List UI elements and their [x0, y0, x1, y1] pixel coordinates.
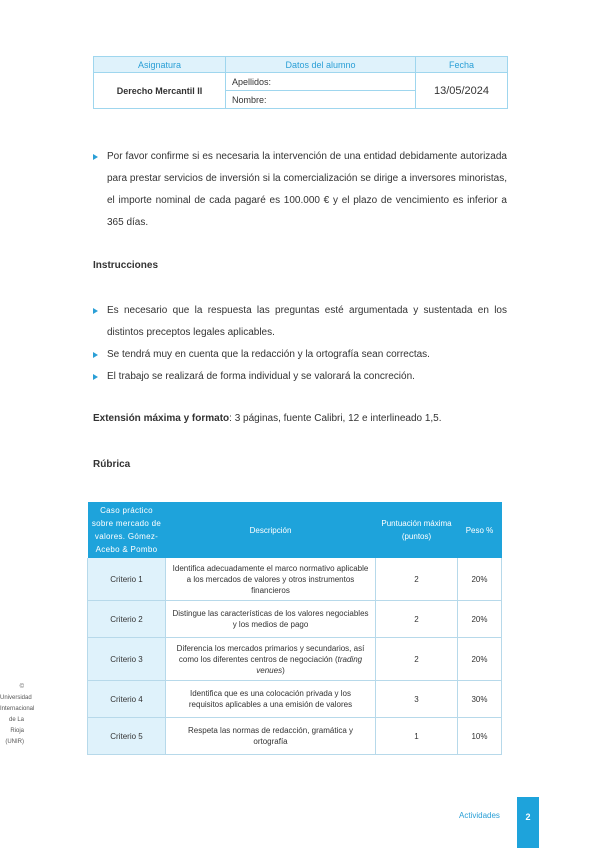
criterion-score: 2: [376, 601, 458, 638]
criterion-label: Criterio 5: [88, 718, 166, 755]
criterion-weight: 20%: [458, 601, 502, 638]
instruction-item: [93, 366, 507, 388]
criterion-description: Distingue las características de los valores negociables y los medios de pago: [166, 601, 376, 638]
criterion-score: 2: [376, 638, 458, 681]
criterion-label: Criterio 3: [88, 638, 166, 681]
criterion-weight: 30%: [458, 681, 502, 718]
extension-line: [93, 413, 442, 424]
table-row: [88, 638, 502, 681]
page-number: 2: [517, 797, 539, 848]
instruction-item: [93, 300, 507, 344]
criterion-description: Identifica que es una colocación privada y los requisitos aplicables a una emisión de valores: [166, 681, 376, 718]
header-col-subject: Asignatura: [94, 57, 226, 73]
criterion-description: Respeta las normas de redacción, gramática y ortografía: [166, 718, 376, 755]
table-row: [88, 718, 502, 755]
bullet-arrow-icon: [93, 154, 98, 160]
rubric-table: [87, 502, 501, 755]
criterion-weight: 20%: [458, 558, 502, 601]
date-value: 13/05/2024: [416, 73, 508, 109]
subject-value: Derecho Mercantil II: [94, 73, 226, 109]
copyright-sidebar: © Universidad Internacional de La Rioja (UNIR): [0, 684, 35, 745]
table-row: [88, 601, 502, 638]
instruction-text: Se tendrá muy en cuenta que la redacción y la ortografía sean correctas.: [107, 349, 430, 360]
criterion-label: Criterio 1: [88, 558, 166, 601]
criterion-weight: 10%: [458, 718, 502, 755]
criterion-description: Diferencia los mercados primarios y secundarios, así como los diferentes centros de negociación (trading venues): [166, 638, 376, 681]
criterion-weight: 20%: [458, 638, 502, 681]
header-table: [93, 56, 507, 109]
criterion-score: 3: [376, 681, 458, 718]
instructions-title: Instrucciones: [93, 260, 159, 271]
bullet-arrow-icon: [93, 374, 98, 380]
name-label: Nombre:: [226, 91, 416, 109]
extension-label: Extensión máxima y formato: [93, 413, 230, 424]
rubric-header-description: Descripción: [166, 502, 376, 558]
rubric-header-max-score: Puntuación máxima (puntos): [376, 502, 458, 558]
table-row: [88, 558, 502, 601]
footer-section-label: Actividades: [459, 811, 500, 820]
criterion-label: Criterio 4: [88, 681, 166, 718]
criterion-description: Identifica adecuadamente el marco normativo aplicable a los mercados de valores y otros instrumentos financieros: [166, 558, 376, 601]
rubric-title: Rúbrica: [93, 459, 131, 470]
question-item: [93, 146, 507, 234]
bullet-arrow-icon: [93, 352, 98, 358]
header-col-student: Datos del alumno: [226, 57, 416, 73]
instruction-item: [93, 344, 507, 366]
question-text: Por favor confirme si es necesaria la intervención de una entidad debidamente autorizada para prestar servicios de inversión si la comercialización se dirige a inversores minoristas, el importe nominal de cada pagaré es 100.000 € y el plazo de vencimiento es inferior a 365 días.: [107, 151, 507, 228]
criterion-score: 1: [376, 718, 458, 755]
criterion-score: 2: [376, 558, 458, 601]
instruction-text: Es necesario que la respuesta las preguntas esté argumentada y sustentada en los distintos preceptos legales aplicables.: [107, 305, 507, 338]
bullet-arrow-icon: [93, 308, 98, 314]
table-row: [88, 681, 502, 718]
criterion-label: Criterio 2: [88, 601, 166, 638]
rubric-header-case: Caso práctico sobre mercado de valores. Gómez-Acebo & Pombo: [88, 502, 166, 558]
surname-label: Apellidos:: [226, 73, 416, 91]
instruction-text: El trabajo se realizará de forma individual y se valorará la concreción.: [107, 371, 415, 382]
header-col-date: Fecha: [416, 57, 508, 73]
extension-text: : 3 páginas, fuente Calibri, 12 e interlineado 1,5.: [229, 413, 442, 424]
rubric-header-weight: Peso %: [458, 502, 502, 558]
